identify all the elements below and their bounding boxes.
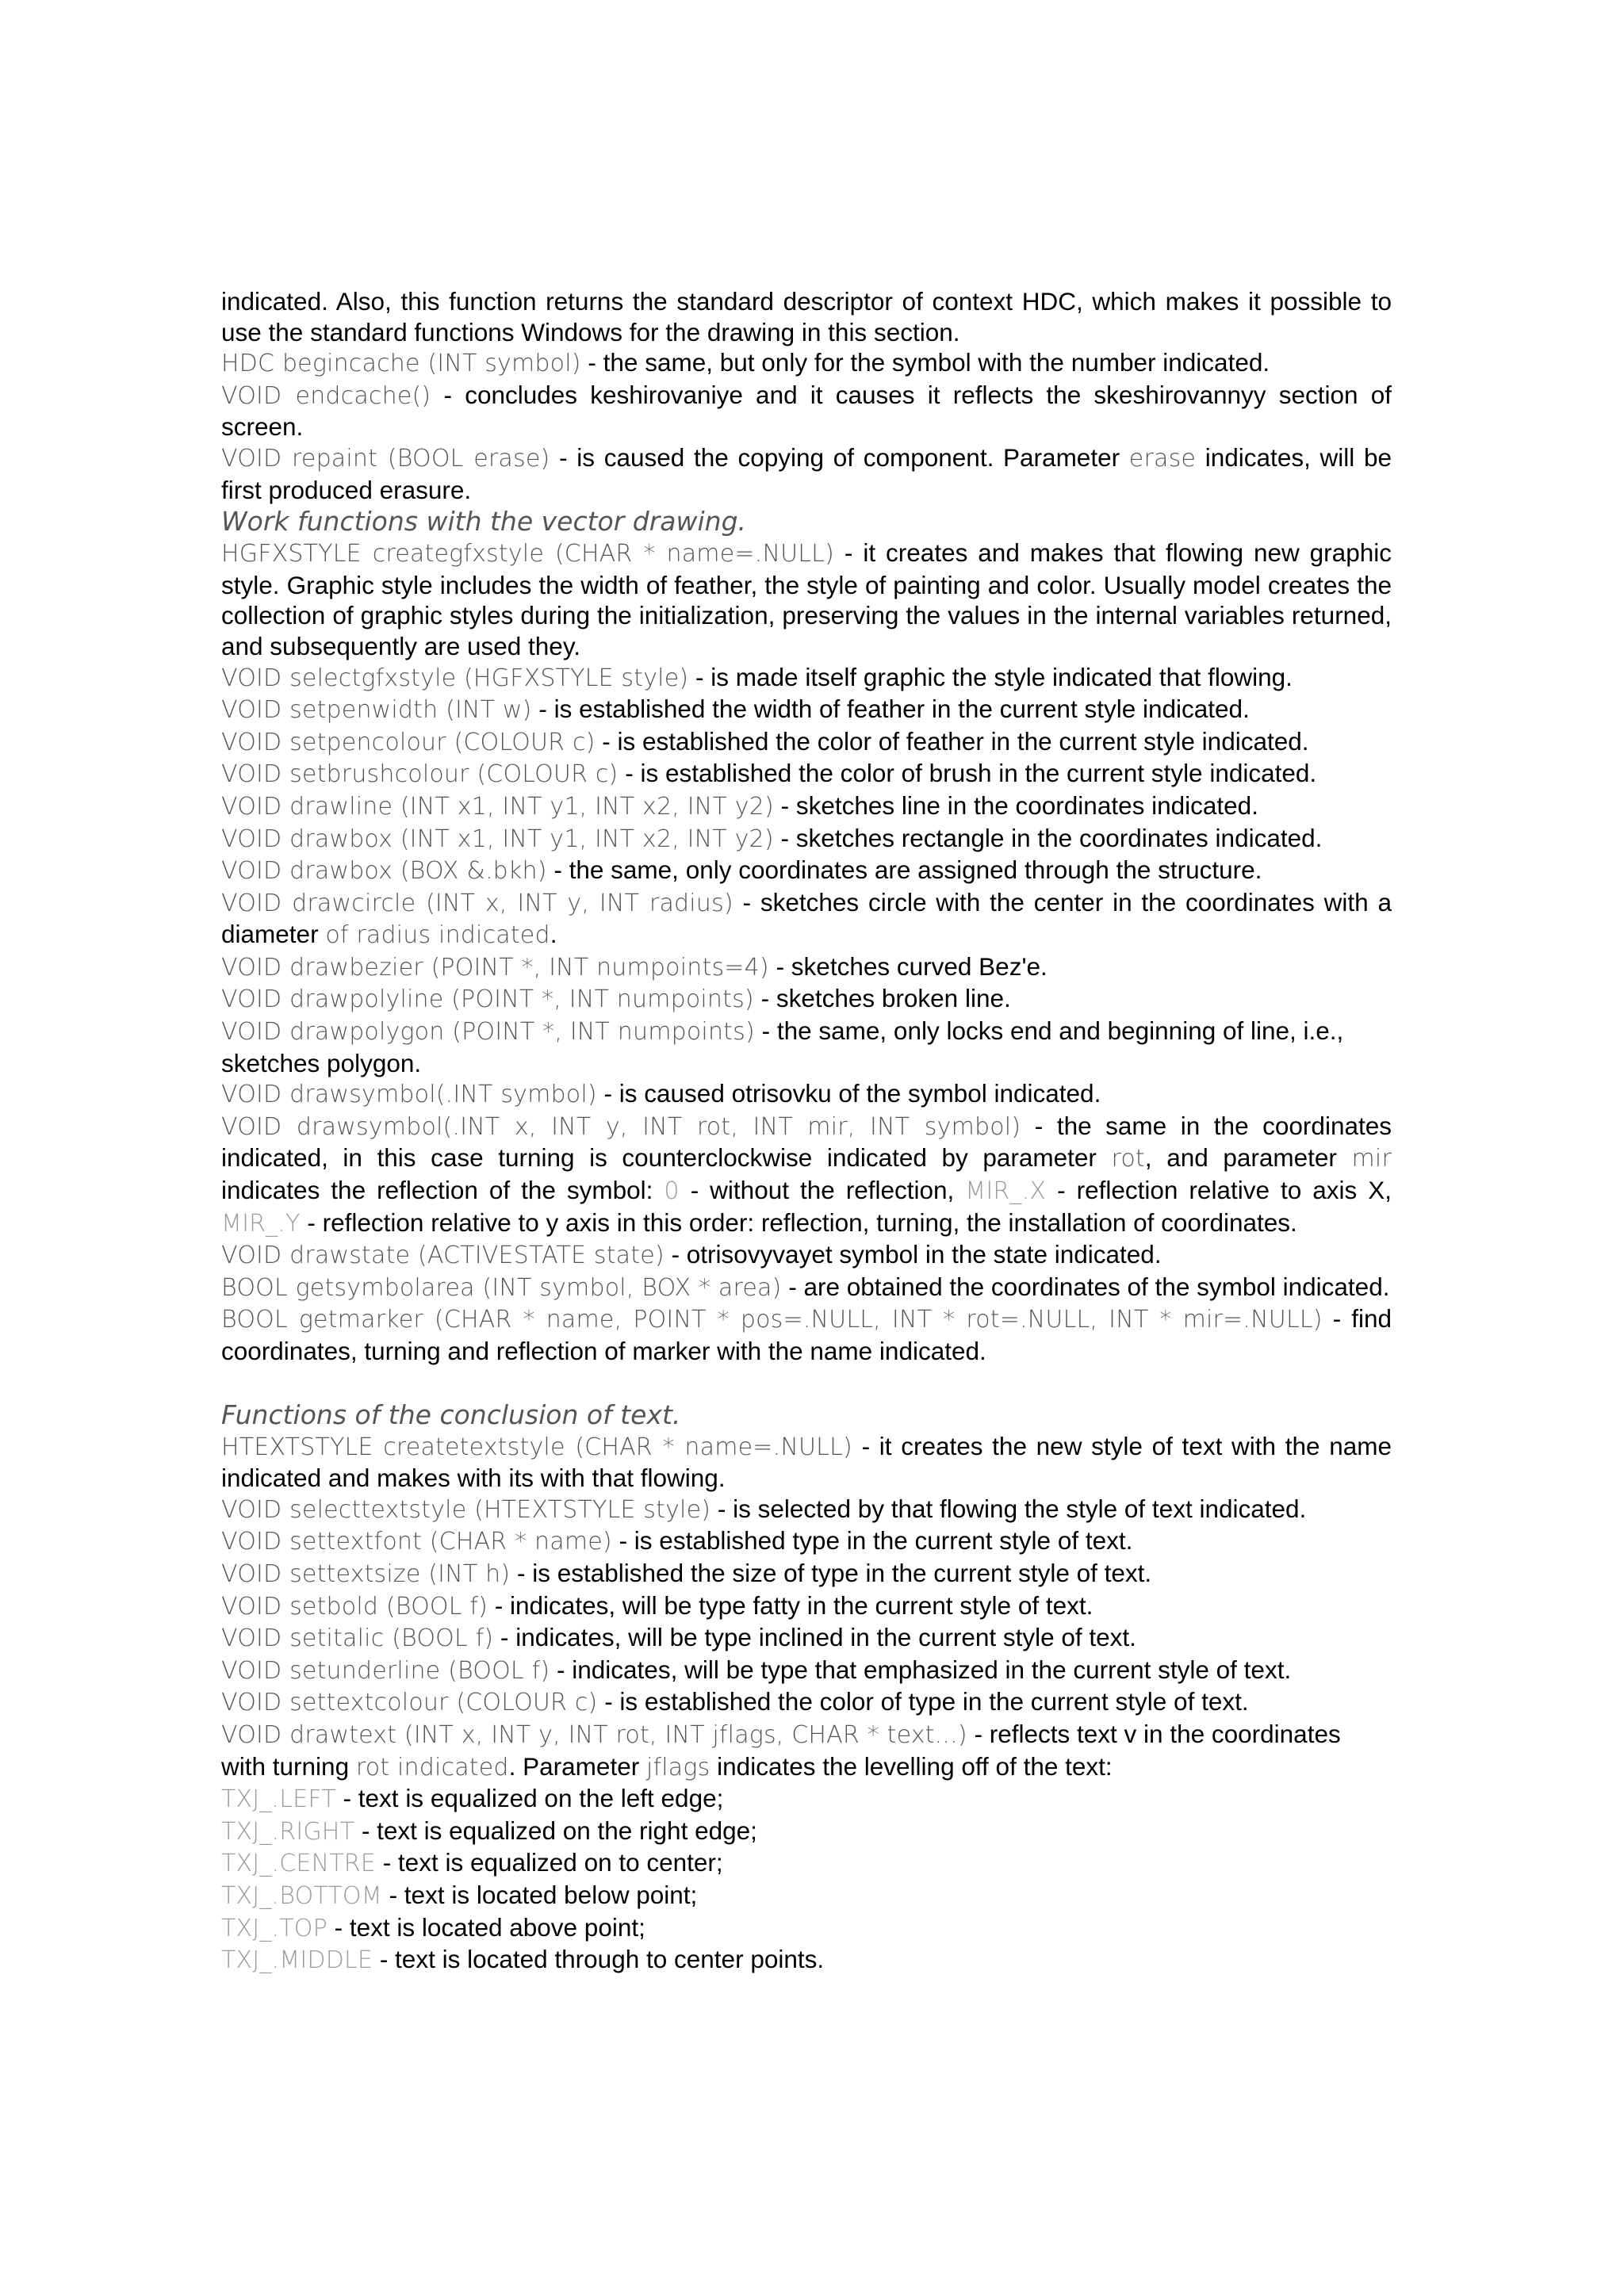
entry-drawstate <box>221 1239 1392 1272</box>
parameter-name: rot indicated <box>355 1753 509 1781</box>
entry-settextfont <box>221 1525 1392 1558</box>
entry-drawtext <box>221 1719 1392 1783</box>
function-description: - is established the width of feather in the current style indicated. <box>531 695 1250 724</box>
function-description: - indicates, will be type fatty in the current style of text. <box>488 1590 1094 1620</box>
function-signature: BOOL getsymbolarea (INT symbol, BOX * area) <box>221 1273 782 1302</box>
intro-paragraph <box>221 286 1392 347</box>
entry-drawpolyline <box>221 983 1392 1016</box>
flag-description: - text is equalized on to center; <box>375 1848 723 1877</box>
function-description: - is established the color of type in the current style of text. <box>597 1687 1249 1716</box>
entry-setunderline <box>221 1655 1392 1687</box>
entry-setitalic <box>221 1622 1392 1655</box>
intro-text: indicated. Also, this function returns the standard descriptor of context HDC, which makes it possible to use the standard functions Windows for the drawing in this section. <box>221 287 1392 346</box>
function-signature: BOOL getmarker (CHAR * name, POINT * pos=.NULL, INT * rot=.NULL, INT * mir=.NULL) <box>221 1306 1323 1334</box>
function-description: - the same, but only for the symbol with the number indicated. <box>580 348 1270 377</box>
entry-selecttextstyle <box>221 1494 1392 1526</box>
function-description: indicates the reflection of the symbol: <box>221 1176 665 1205</box>
parameter-name: erase <box>1128 444 1197 473</box>
parameter-name: of radius indicated <box>325 921 550 950</box>
function-description: - sketches broken line. <box>753 984 1011 1013</box>
constant-value: TXJ_.MIDDLE <box>221 1946 373 1975</box>
function-description: - the same, only locks end and beginning of line, i.e., sketches polygon. <box>221 1016 1344 1077</box>
entry-endcache <box>221 380 1392 442</box>
flag-txj-top <box>221 1912 1392 1945</box>
entry-drawsymbol <box>221 1078 1392 1111</box>
function-description: - is established the size of type in the current style of text. <box>510 1558 1152 1587</box>
parameter-name: mir <box>1351 1145 1392 1173</box>
function-description: - sketches circle with the center in the coordinates with a diameter <box>221 887 1392 949</box>
entry-selectgfxstyle <box>221 662 1392 695</box>
function-signature: VOID drawcircle (INT x, INT y, INT radius) <box>221 889 733 917</box>
function-description: - is caused otrisovku of the symbol indicated. <box>596 1079 1101 1108</box>
flag-description: - text is located above point; <box>327 1912 645 1942</box>
function-signature: VOID drawtext (INT x, INT y, INT rot, INT jflags, CHAR * text...) <box>221 1720 967 1749</box>
flag-txj-right <box>221 1816 1392 1848</box>
entry-createtextstyle <box>221 1431 1392 1494</box>
constant-value: TXJ_.CENTRE <box>221 1850 376 1878</box>
flag-txj-middle <box>221 1944 1392 1976</box>
constant-value: 0 <box>664 1177 680 1206</box>
entry-settextcolour <box>221 1686 1392 1719</box>
function-description: - is selected by that flowing the style of text indicated. <box>710 1494 1307 1523</box>
entry-drawbezier <box>221 951 1392 984</box>
function-signature: VOID settextsize (INT h) <box>221 1559 511 1588</box>
flag-description: - text is located below point; <box>381 1880 698 1909</box>
entry-settextsize <box>221 1558 1392 1590</box>
entry-drawsymbol-coords <box>221 1111 1392 1239</box>
entry-drawpolygon <box>221 1016 1392 1078</box>
function-signature: VOID drawsymbol(.INT symbol) <box>221 1081 597 1109</box>
function-description: - reflection relative to y axis in this order: reflection, turning, the installation of coordinates. <box>300 1207 1297 1237</box>
constant-value: MIR_.X <box>965 1177 1047 1206</box>
section-heading-text: Functions of the conclusion of text. <box>221 1399 681 1430</box>
function-signature: VOID selecttextstyle (HTEXTSTYLE style) <box>221 1495 711 1524</box>
function-signature: VOID repaint (BOOL erase) <box>221 444 550 473</box>
constant-value: TXJ_.LEFT <box>221 1785 336 1814</box>
entry-drawline <box>221 790 1392 823</box>
entry-drawbox <box>221 823 1392 855</box>
function-signature: VOID setpencolour (COLOUR c) <box>221 728 596 756</box>
function-signature: VOID setunderline (BOOL f) <box>221 1656 550 1685</box>
entry-setpenwidth <box>221 694 1392 726</box>
function-description: - is established the color of brush in the current style indicated. <box>618 759 1317 788</box>
function-description: - is established the color of feather in the current style indicated. <box>595 726 1309 756</box>
function-signature: VOID drawsymbol(.INT x, INT y, INT rot, INT mir, INT symbol) <box>221 1112 1021 1141</box>
function-description: - indicates, will be type that emphasized in the current style of text. <box>550 1655 1292 1684</box>
function-description: - sketches rectangle in the coordinates indicated. <box>773 823 1323 852</box>
parameter-name: rot <box>1111 1145 1145 1173</box>
function-description: - concludes keshirovaniye and it causes it reflects the skeshirovannyy section of screen. <box>221 380 1392 442</box>
entry-creategfxstyle <box>221 538 1392 661</box>
entry-setbrushcolour <box>221 758 1392 790</box>
entry-getsymbolarea <box>221 1272 1392 1304</box>
function-signature: HTEXTSTYLE createtextstyle (CHAR * name=.NULL) <box>221 1433 852 1461</box>
function-signature: VOID drawstate (ACTIVESTATE state) <box>221 1242 665 1270</box>
function-description: - indicates, will be type inclined in the current style of text. <box>493 1623 1136 1652</box>
flag-description: - text is equalized on the right edge; <box>354 1816 757 1845</box>
function-signature: VOID selectgfxstyle (HGFXSTYLE style) <box>221 664 689 692</box>
function-description: - is caused the copying of component. Parameter <box>550 442 1129 472</box>
function-description: - sketches curved Bez'e. <box>768 951 1048 981</box>
entry-getmarker <box>221 1303 1392 1366</box>
function-description: . <box>550 920 557 949</box>
function-signature: VOID setbrushcolour (COLOUR c) <box>221 760 619 789</box>
function-description: - sketches line in the coordinates indicated. <box>773 790 1258 820</box>
function-signature: VOID setpenwidth (INT w) <box>221 696 532 725</box>
parameter-name: jflags <box>645 1753 710 1781</box>
function-description: - is made itself graphic the style indicated that flowing. <box>688 662 1293 691</box>
entry-drawcircle <box>221 887 1392 951</box>
function-signature: HGFXSTYLE creategfxstyle (CHAR * name=.NULL) <box>221 540 834 568</box>
flag-txj-bottom <box>221 1880 1392 1912</box>
function-description: - is established type in the current style of text. <box>611 1526 1133 1556</box>
entry-setbold <box>221 1590 1392 1623</box>
function-description: indicates, will be first produced erasure. <box>221 442 1392 504</box>
function-signature: VOID settextfont (CHAR * name) <box>221 1528 612 1556</box>
function-description: - find coordinates, turning and reflection of marker with the name indicated. <box>221 1304 1392 1365</box>
function-signature: VOID drawbox (INT x1, INT y1, INT x2, INT y2) <box>221 825 774 853</box>
constant-value: TXJ_.RIGHT <box>221 1817 355 1846</box>
entry-setpencolour <box>221 726 1392 759</box>
function-description: . Parameter <box>508 1751 646 1781</box>
function-description: - without the reflection, <box>679 1176 966 1205</box>
function-signature: VOID drawpolyline (POINT *, INT numpoints) <box>221 985 754 1014</box>
function-signature: VOID settextcolour (COLOUR c) <box>221 1689 598 1717</box>
constant-value: TXJ_.BOTTOM <box>221 1881 382 1910</box>
function-description: - are obtained the coordinates of the symbol indicated. <box>781 1272 1390 1301</box>
entry-begincache <box>221 347 1392 380</box>
flag-description: - text is equalized on the left edge; <box>335 1784 724 1813</box>
function-description: - the same, only coordinates are assigned through the structure. <box>546 855 1262 885</box>
function-description: - reflection relative to axis X, <box>1046 1176 1392 1205</box>
section-heading-vector: Work functions with the vector drawing. <box>221 506 747 538</box>
entry-repaint <box>221 442 1392 505</box>
function-signature: VOID setitalic (BOOL f) <box>221 1624 494 1653</box>
flag-txj-centre <box>221 1847 1392 1880</box>
function-signature: HDC begincache (INT symbol) <box>221 350 581 378</box>
function-description: , and parameter <box>1144 1143 1352 1173</box>
flag-txj-left <box>221 1783 1392 1816</box>
function-description: - it creates the new style of text with the name indicated and makes with its with that flowing. <box>221 1431 1392 1493</box>
function-description: - it creates and makes that flowing new graphic style. Graphic style includes the width of feather, the style of painting and color. Usually model creates the collection of graphic styles during the initialization, preserving the values in the internal variables returned, and subsequently are used they. <box>221 538 1392 660</box>
function-description: - otrisovyvayet symbol in the state indicated. <box>664 1240 1162 1269</box>
function-signature: VOID drawbezier (POINT *, INT numpoints=4) <box>221 953 769 982</box>
document-body <box>221 286 1392 1976</box>
function-description: - the same in the coordinates indicated, in this case turning is counterclockwise indicated by parameter <box>221 1111 1392 1173</box>
constant-value: MIR_.Y <box>221 1209 301 1238</box>
function-signature: VOID drawbox (BOX &.bkh) <box>221 857 547 886</box>
function-signature: VOID setbold (BOOL f) <box>221 1592 488 1621</box>
flag-description: - text is located through to center points. <box>373 1945 825 1974</box>
function-description: - reflects text v in the coordinates with turning <box>221 1719 1341 1781</box>
constant-value: TXJ_.TOP <box>221 1914 327 1942</box>
function-signature: VOID drawline (INT x1, INT y1, INT x2, INT y2) <box>221 792 774 821</box>
function-signature: VOID drawpolygon (POINT *, INT numpoints) <box>221 1018 755 1047</box>
function-description: indicates the levelling off of the text: <box>710 1751 1113 1781</box>
entry-drawbox-struct <box>221 855 1392 887</box>
function-signature: VOID endcache() <box>221 381 431 410</box>
